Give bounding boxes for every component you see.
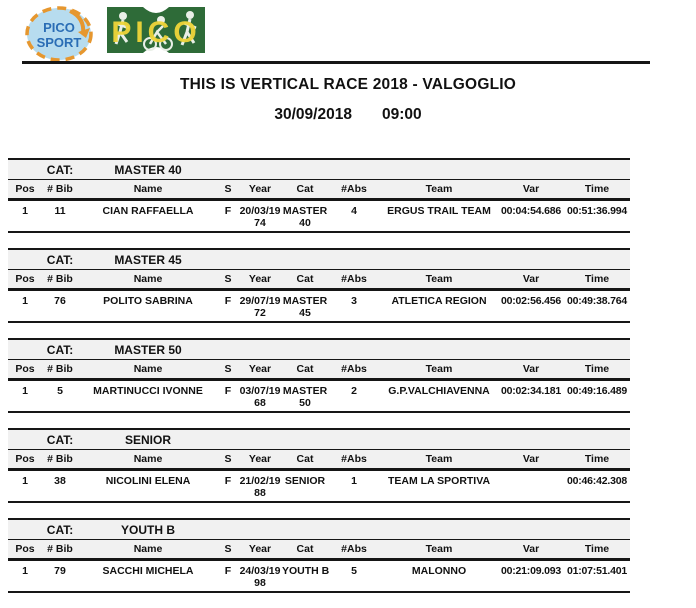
col-header-cat: Cat bbox=[282, 360, 328, 380]
cat-row-filler bbox=[218, 159, 630, 180]
event-datetime bbox=[0, 106, 696, 124]
col-header-year: Year bbox=[238, 540, 282, 560]
cat-cell bbox=[282, 380, 328, 413]
name-cell: NICOLINI ELENA bbox=[105, 475, 191, 487]
abs-cell: 1 bbox=[351, 475, 357, 487]
col-header-year: Year bbox=[238, 360, 282, 380]
year-cell bbox=[238, 200, 282, 233]
category-name: SENIOR bbox=[78, 429, 218, 450]
team-cell: ERGUS TRAIL TEAM bbox=[387, 205, 491, 217]
cat-row-filler bbox=[218, 339, 630, 360]
col-header-time: Time bbox=[564, 450, 630, 470]
col-header-name: Name bbox=[78, 360, 218, 380]
abs-cell: 5 bbox=[351, 565, 357, 577]
bib-cell: 79 bbox=[54, 565, 66, 577]
col-header-bib: # Bib bbox=[42, 180, 78, 200]
col-header-abs: #Abs bbox=[328, 450, 380, 470]
cat-label: CAT: bbox=[42, 249, 78, 270]
col-header-team: Team bbox=[380, 360, 498, 380]
cat-cell bbox=[282, 560, 328, 593]
col-header-var: Var bbox=[498, 360, 564, 380]
col-header-team: Team bbox=[380, 270, 498, 290]
col-header-year: Year bbox=[238, 450, 282, 470]
col-header-cat: Cat bbox=[282, 450, 328, 470]
logos-row bbox=[24, 6, 206, 62]
col-header-abs: #Abs bbox=[328, 540, 380, 560]
col-header-time: Time bbox=[564, 270, 630, 290]
cat-line1: MASTER bbox=[282, 205, 328, 217]
col-header-var: Var bbox=[498, 270, 564, 290]
abs-cell: 4 bbox=[351, 205, 357, 217]
pos-cell: 1 bbox=[22, 475, 28, 487]
team-cell: MALONNO bbox=[411, 565, 467, 577]
year-line2: 72 bbox=[254, 307, 266, 319]
var-cell: 00:02:56.456 bbox=[500, 295, 562, 307]
columns-header-row bbox=[8, 360, 630, 380]
category-name: YOUTH B bbox=[78, 519, 218, 540]
event-time: 09:00 bbox=[381, 106, 422, 123]
pico-logo bbox=[106, 6, 206, 54]
columns-header-row bbox=[8, 450, 630, 470]
year-line1: 03/07/19 bbox=[239, 385, 281, 397]
pos-cell: 1 bbox=[22, 565, 28, 577]
time-cell: 00:46:42.308 bbox=[566, 475, 628, 487]
bib-cell: 38 bbox=[54, 475, 66, 487]
pos-cell: 1 bbox=[22, 385, 28, 397]
col-header-abs: #Abs bbox=[328, 180, 380, 200]
col-header-pos: Pos bbox=[8, 360, 42, 380]
col-header-sex: S bbox=[218, 450, 238, 470]
col-header-year: Year bbox=[238, 180, 282, 200]
name-cell: POLITO SABRINA bbox=[103, 295, 193, 307]
cat-line2: 45 bbox=[299, 307, 311, 319]
pico-sport-logo-text-line2: SPORT bbox=[36, 35, 82, 50]
cat-line2: 50 bbox=[299, 397, 311, 409]
category-name: MASTER 40 bbox=[78, 159, 218, 180]
cat-row-spacer bbox=[8, 249, 42, 270]
col-header-pos: Pos bbox=[8, 180, 42, 200]
col-header-cat: Cat bbox=[282, 540, 328, 560]
year-cell bbox=[238, 470, 282, 503]
year-line2: 98 bbox=[254, 577, 266, 589]
name-cell: CIAN RAFFAELLA bbox=[102, 205, 194, 217]
category-title-row bbox=[8, 429, 630, 450]
team-cell: G.P.VALCHIAVENNA bbox=[388, 385, 490, 397]
category-title-row bbox=[8, 249, 630, 270]
sex-cell: F bbox=[224, 385, 232, 397]
cat-row-spacer bbox=[8, 429, 42, 450]
pos-cell: 1 bbox=[22, 295, 28, 307]
cat-row-spacer bbox=[8, 519, 42, 540]
col-header-sex: S bbox=[218, 180, 238, 200]
col-header-sex: S bbox=[218, 540, 238, 560]
page-title: THIS IS VERTICAL RACE 2018 - VALGOGLIO bbox=[179, 76, 517, 93]
col-header-pos: Pos bbox=[8, 270, 42, 290]
time-cell: 00:49:38.764 bbox=[566, 295, 628, 307]
pico-sport-logo bbox=[24, 6, 94, 62]
category-table-senior bbox=[8, 428, 630, 503]
col-header-team: Team bbox=[380, 180, 498, 200]
col-header-var: Var bbox=[498, 540, 564, 560]
col-header-name: Name bbox=[78, 540, 218, 560]
cat-row-filler bbox=[218, 519, 630, 540]
col-header-bib: # Bib bbox=[42, 360, 78, 380]
sex-cell: F bbox=[224, 205, 232, 217]
col-header-team: Team bbox=[380, 450, 498, 470]
col-header-pos: Pos bbox=[8, 450, 42, 470]
event-date: 30/09/2018 bbox=[274, 106, 352, 123]
var-cell: 00:02:34.181 bbox=[500, 385, 562, 397]
col-header-year: Year bbox=[238, 270, 282, 290]
cat-row-filler bbox=[218, 429, 630, 450]
abs-cell: 2 bbox=[351, 385, 357, 397]
var-cell: 00:04:54.686 bbox=[500, 205, 562, 217]
col-header-var: Var bbox=[498, 450, 564, 470]
col-header-abs: #Abs bbox=[328, 270, 380, 290]
bib-cell: 76 bbox=[54, 295, 66, 307]
cat-line1: MASTER bbox=[282, 295, 328, 307]
pico-sport-logo-text-line1: PICO bbox=[43, 20, 75, 35]
var-cell bbox=[498, 470, 564, 503]
cat-line1: YOUTH B bbox=[282, 565, 330, 577]
cat-cell bbox=[282, 200, 328, 233]
cat-cell bbox=[282, 470, 328, 503]
col-header-pos: Pos bbox=[8, 540, 42, 560]
year-line1: 29/07/19 bbox=[239, 295, 281, 307]
cat-label: CAT: bbox=[42, 159, 78, 180]
category-table-master-40 bbox=[8, 158, 630, 233]
col-header-name: Name bbox=[78, 270, 218, 290]
year-line1: 20/03/19 bbox=[239, 205, 281, 217]
col-header-sex: S bbox=[218, 270, 238, 290]
cat-row-filler bbox=[218, 249, 630, 270]
category-title-row bbox=[8, 159, 630, 180]
cat-label: CAT: bbox=[42, 429, 78, 450]
category-table-master-45 bbox=[8, 248, 630, 323]
cat-label: CAT: bbox=[42, 519, 78, 540]
year-cell bbox=[238, 560, 282, 593]
cat-label: CAT: bbox=[42, 339, 78, 360]
col-header-team: Team bbox=[380, 540, 498, 560]
col-header-bib: # Bib bbox=[42, 270, 78, 290]
category-title-row bbox=[8, 339, 630, 360]
sex-cell: F bbox=[224, 565, 232, 577]
year-cell bbox=[238, 290, 282, 323]
result-row bbox=[8, 470, 630, 503]
col-header-var: Var bbox=[498, 180, 564, 200]
year-line2: 68 bbox=[254, 397, 266, 409]
col-header-cat: Cat bbox=[282, 180, 328, 200]
category-table-youth-b bbox=[8, 518, 630, 593]
team-cell: TEAM LA SPORTIVA bbox=[387, 475, 491, 487]
team-cell: ATLETICA REGION bbox=[391, 295, 487, 307]
time-cell: 01:07:51.401 bbox=[566, 565, 628, 577]
header-rule bbox=[22, 61, 650, 64]
name-cell: MARTINUCCI IVONNE bbox=[93, 385, 203, 397]
var-cell: 00:21:09.093 bbox=[500, 565, 562, 577]
category-table-master-50 bbox=[8, 338, 630, 413]
result-row bbox=[8, 290, 630, 323]
col-header-name: Name bbox=[78, 180, 218, 200]
bib-cell: 11 bbox=[54, 205, 66, 217]
cat-line1: SENIOR bbox=[284, 475, 326, 487]
result-row bbox=[8, 560, 630, 593]
time-cell: 00:51:36.994 bbox=[566, 205, 628, 217]
category-name: MASTER 50 bbox=[78, 339, 218, 360]
category-title-row bbox=[8, 519, 630, 540]
col-header-abs: #Abs bbox=[328, 360, 380, 380]
result-row bbox=[8, 380, 630, 413]
col-header-time: Time bbox=[564, 360, 630, 380]
cat-cell bbox=[282, 290, 328, 323]
columns-header-row bbox=[8, 540, 630, 560]
pos-cell: 1 bbox=[22, 205, 28, 217]
cat-line2: 40 bbox=[299, 217, 311, 229]
category-name: MASTER 45 bbox=[78, 249, 218, 270]
col-header-name: Name bbox=[78, 450, 218, 470]
year-line2: 88 bbox=[254, 487, 266, 499]
sex-cell: F bbox=[224, 475, 232, 487]
col-header-bib: # Bib bbox=[42, 450, 78, 470]
columns-header-row bbox=[8, 270, 630, 290]
name-cell: SACCHI MICHELA bbox=[102, 565, 194, 577]
columns-header-row bbox=[8, 180, 630, 200]
col-header-time: Time bbox=[564, 540, 630, 560]
col-header-time: Time bbox=[564, 180, 630, 200]
result-row bbox=[8, 200, 630, 233]
col-header-cat: Cat bbox=[282, 270, 328, 290]
cat-line1: MASTER bbox=[282, 385, 328, 397]
abs-cell: 3 bbox=[351, 295, 357, 307]
time-cell: 00:49:16.489 bbox=[566, 385, 628, 397]
cat-row-spacer bbox=[8, 159, 42, 180]
sex-cell: F bbox=[224, 295, 232, 307]
bib-cell: 5 bbox=[57, 385, 63, 397]
year-cell bbox=[238, 380, 282, 413]
col-header-bib: # Bib bbox=[42, 540, 78, 560]
pico-logo-text: PICO bbox=[111, 16, 201, 49]
results-area bbox=[8, 158, 630, 608]
year-line1: 24/03/19 bbox=[239, 565, 281, 577]
year-line2: 74 bbox=[254, 217, 266, 229]
col-header-sex: S bbox=[218, 360, 238, 380]
cat-row-spacer bbox=[8, 339, 42, 360]
year-line1: 21/02/19 bbox=[239, 475, 281, 487]
